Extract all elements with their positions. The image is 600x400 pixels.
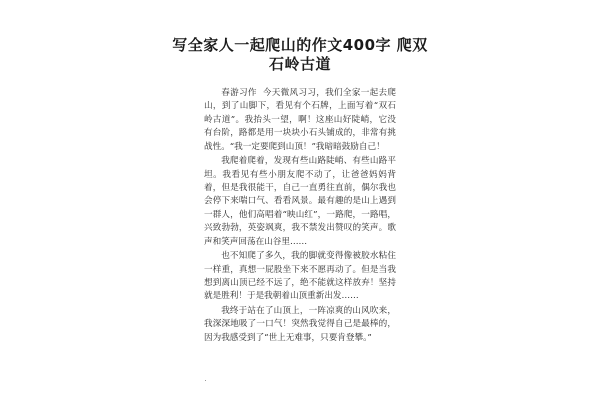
page-title <box>0 36 600 74</box>
essay-paragraph-1-text: 今天微风习习，我们全家一起去爬山，到了山脚下，看见有个石牌，上面写着“双石岭古道”。我抬头一望，啊！这座山好陡峭，它没有台阶，路都是用一块块小石头铺成的，非常有挑战性。“我一定要爬到山顶！”我暗暗鼓励自己！ <box>204 88 396 152</box>
essay-body <box>204 87 396 346</box>
scan-speck <box>205 380 206 381</box>
essay-paragraph-2: 我爬着爬着，发现有些山路陡峭、有些山路平坦。我看见有些小朋友爬不动了，让爸爸妈妈背着，但是我很能干，自己一直勇往直前，偶尔我也会停下来喘口气、看看风景。最有趣的是山上遇到一群人，他们高唱着“映山红”，一路爬，一路唱，兴致勃勃，英姿飒爽，我不禁发出赞叹的笑声。歌声和笑声回荡在山谷里…… <box>204 156 396 247</box>
essay-paragraph-1 <box>204 87 396 154</box>
title-line-2: 石岭古道 <box>268 55 331 73</box>
essay-paragraph-4: 我终于站在了山顶上，一阵凉爽的山风吹来，我深深地吸了一口气！突然我觉得自己是最棒的，因为我感受到了“世上无难事，只要肯登攀。” <box>204 306 396 343</box>
title-line-1: 写全家人一起爬山的作文400字 爬双 <box>172 36 428 54</box>
essay-paragraph-3: 也不知爬了多久，我的脚就变得像被胶水粘住一样重，真想一屁股坐下来不愿再动了。但是当我想到离山顶已经不远了，绝不能就这样放弃！坚持就是胜利！于是我朝着山顶重新出发…… <box>204 251 396 302</box>
essay-label: 春游习作 <box>221 88 257 98</box>
